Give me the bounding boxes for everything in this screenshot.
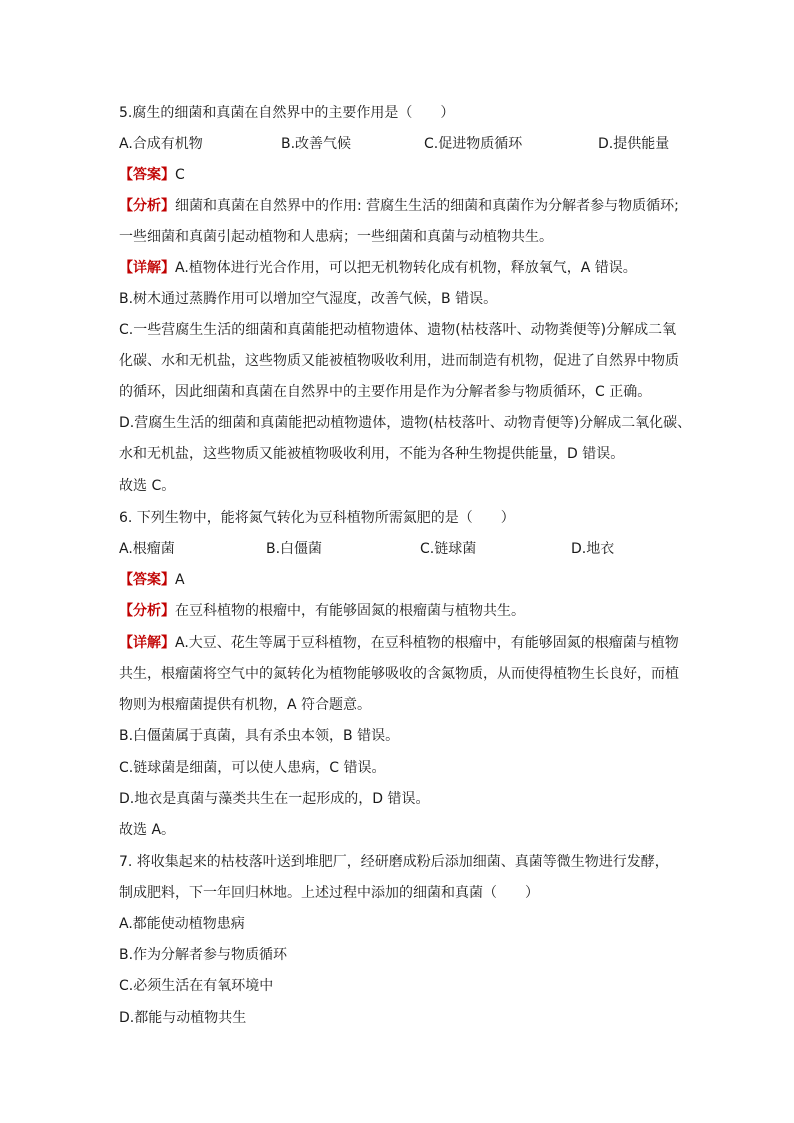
q5-analysis-line-1: 【分析】细菌和真菌在自然界中的作用: 营腐生生活的细菌和真菌作为分解者参与物质循环;	[119, 198, 679, 214]
analysis-tag: 【分析】	[119, 198, 175, 214]
q6-stem: 6. 下列生物中，能将氮气转化为豆科植物所需氮肥的是（ ）	[119, 510, 515, 526]
q7-option-b: B.作为分解者参与物质循环	[119, 947, 288, 963]
q7-stem-line-2: 制成肥料，下一年回归林地。上述过程中添加的细菌和真菌（ ）	[119, 885, 539, 901]
answer-tag: 【答案】	[119, 572, 175, 588]
q6-option-a: A.根瘤菌	[119, 541, 175, 557]
q6-detail-a-line-1: 【详解】A.大豆、花生等属于豆科植物，在豆科植物的根瘤中，有能够固氮的根瘤菌与植物	[119, 635, 679, 651]
detail-tag: 【详解】	[119, 635, 175, 651]
q5-stem: 5.腐生的细菌和真菌在自然界中的主要作用是（ ）	[119, 105, 455, 121]
q6-detail-c: C.链球菌是细菌，可以使人患病，C 错误。	[119, 760, 386, 776]
q5-option-b: B.改善气候	[281, 136, 352, 152]
q5-option-d: D.提供能量	[598, 136, 670, 152]
q5-analysis-line-2: 一些细菌和真菌引起动植物和人患病；一些细菌和真菌与动植物共生。	[119, 229, 553, 245]
q6-detail-d: D.地衣是真菌与藻类共生在一起形成的，D 错误。	[119, 791, 430, 807]
detail-tag: 【详解】	[119, 260, 175, 276]
q5-detail-d-line-2: 水和无机盐，这些物质又能被植物吸收利用，不能为各种生物提供能量，D 错误。	[119, 446, 625, 462]
q6-conclusion: 故选 A。	[119, 822, 176, 838]
q5-conclusion: 故选 C。	[119, 478, 176, 494]
q6-detail-b: B.白僵菌属于真菌，具有杀虫本领，B 错误。	[119, 728, 400, 744]
q5-detail-b: B.树木通过蒸腾作用可以增加空气湿度，改善气候，B 错误。	[119, 291, 498, 307]
answer-tag: 【答案】	[119, 167, 175, 183]
q5-detail-c-line-3: 的循环，因此细菌和真菌在自然界中的主要作用是作为分解者参与物质循环，C 正确。	[119, 384, 652, 400]
q6-detail-a-line-3: 物则为根瘤菌提供有机物，A 符合题意。	[119, 697, 372, 713]
q5-answer-value: C	[175, 167, 185, 183]
q6-option-b: B.白僵菌	[266, 541, 323, 557]
q6-answer	[119, 571, 679, 589]
q5-detail-d-line-1: D.营腐生生活的细菌和真菌能把动植物遗体，遗物(枯枝落叶、动物青便等)分解成二氧化碳、	[119, 415, 692, 431]
q6-option-d: D.地衣	[571, 541, 615, 557]
q5-answer	[119, 166, 679, 184]
q6-option-c: C.链球菌	[420, 541, 477, 557]
q6-detail-a-line-2: 共生，根瘤菌将空气中的氮转化为植物能够吸收的含氮物质，从而使得植物生长良好，而植	[119, 666, 679, 682]
analysis-tag: 【分析】	[119, 603, 175, 619]
q7-option-d: D.都能与动植物共生	[119, 1010, 247, 1026]
q6-answer-value: A	[175, 572, 185, 588]
q7-option-a: A.都能使动植物患病	[119, 916, 245, 932]
q5-option-a: A.合成有机物	[119, 136, 203, 152]
q5-detail-a: 【详解】A.植物体进行光合作用，可以把无机物转化成有机物，释放氧气，A 错误。	[119, 260, 637, 276]
q6-analysis: 【分析】在豆科植物的根瘤中，有能够固氮的根瘤菌与植物共生。	[119, 603, 525, 619]
q7-option-c: C.必须生活在有氧环境中	[119, 978, 274, 994]
q7-stem-line-1: 7. 将收集起来的枯枝落叶送到堆肥厂，经研磨成粉后添加细菌、真菌等微生物进行发酵，	[119, 854, 669, 870]
q5-detail-c-line-1: C.一些营腐生生活的细菌和真菌能把动植物遗体、遗物(枯枝落叶、动物粪便等)分解成二氧	[119, 322, 677, 338]
q5-option-c: C.促进物质循环	[424, 136, 523, 152]
q5-detail-c-line-2: 化碳、水和无机盐，这些物质又能被植物吸收利用，进而制造有机物，促进了自然界中物质	[119, 353, 679, 369]
